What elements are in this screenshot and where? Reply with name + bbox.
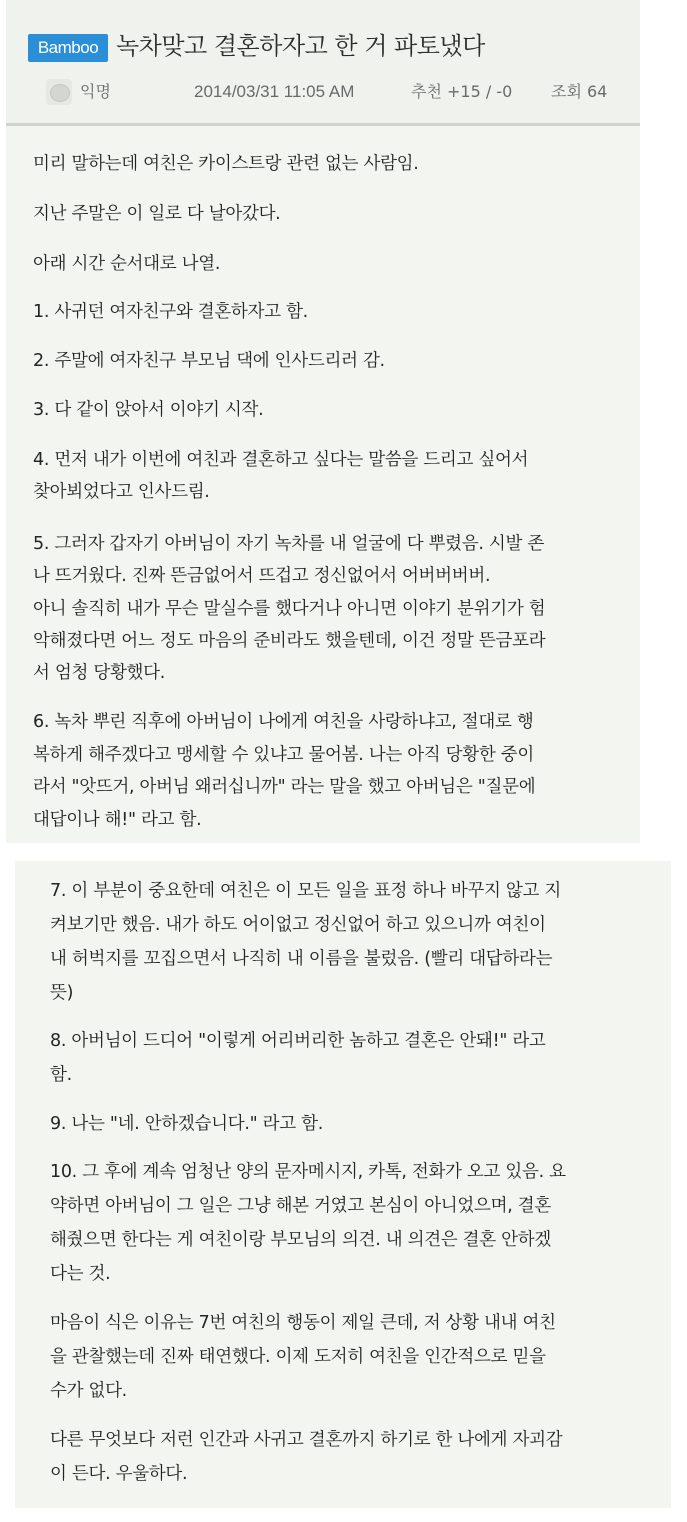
body-line: 다른 무엇보다 저런 인간과 사귀고 결혼까지 하기로 한 나에게 자괴감: [50, 1430, 563, 1450]
list-item: 해줬으면 한다는 게 여친이랑 부모님의 의견. 내 의견은 결혼 안하겠: [50, 1230, 551, 1250]
list-item: 대답이나 해!" 라고 함.: [33, 810, 202, 830]
list-item: 3. 다 같이 앉아서 이야기 시작.: [33, 400, 264, 420]
list-item: 1. 사귀던 여자친구와 결혼하자고 함.: [33, 302, 308, 322]
body-line: 이 든다. 우울하다.: [50, 1464, 188, 1484]
list-item: 내 허벅지를 꼬집으면서 나직히 내 이름을 불렀음. (빨리 대답하라는: [50, 949, 553, 969]
post-date: 2014/03/31 11:05 AM: [194, 82, 355, 101]
list-item: 다는 것.: [50, 1264, 111, 1284]
list-item: 라서 "앗뜨거, 아버님 왜러십니까" 라는 말을 했고 아버님은 "질문에: [33, 777, 536, 797]
body-line: 아래 시간 순서대로 나열.: [33, 254, 221, 274]
category-badge[interactable]: Bamboo: [28, 34, 108, 62]
body-line: 수가 없다.: [50, 1381, 127, 1401]
body-line: 을 관찰했는데 진짜 태연했다. 이제 도저히 여친을 인간적으로 믿을: [50, 1347, 546, 1367]
header-divider: [6, 123, 640, 126]
list-item: 7. 이 부분이 중요한데 여친은 이 모든 일을 표정 하나 바꾸지 않고 지: [50, 881, 561, 901]
vote-count: 추천 +15 / -0: [411, 82, 513, 101]
list-item: 악해졌다면 어느 정도 마음의 준비라도 했을텐데, 이건 정말 뜬금포라: [33, 631, 546, 651]
list-item: 복하게 해주겠다고 맹세할 수 있냐고 물어봄. 나는 아직 당황한 중이: [33, 745, 534, 765]
list-item: 함.: [50, 1065, 72, 1085]
list-item: 나 뜨거웠다. 진짜 뜬금없어서 뜨겁고 정신없어서 어버버버버.: [33, 566, 491, 586]
anonymous-avatar-icon: [50, 84, 70, 102]
list-item: 4. 먼저 내가 이번에 여친과 결혼하고 싶다는 말씀을 드리고 싶어서: [33, 450, 529, 470]
list-item: 아니 솔직히 내가 무슨 말실수를 했다거나 아니면 이야기 분위기가 험: [33, 599, 546, 619]
avatar: [46, 79, 72, 105]
list-item: 5. 그러자 갑자기 아버님이 자기 녹차를 내 얼굴에 다 뿌렸음. 시발 존: [33, 534, 544, 554]
list-item: 켜보기만 했음. 내가 하도 어이없고 정신없어 하고 있으니까 여친이: [50, 915, 546, 935]
view-count: 조회 64: [551, 82, 608, 101]
body-line: 마음이 식은 이유는 7번 여친의 행동이 제일 큰데, 저 상황 내내 여친: [50, 1313, 556, 1333]
list-item: 약하면 아버님이 그 일은 그냥 해본 거였고 본심이 아니었으며, 결혼: [50, 1196, 551, 1216]
list-item: 찾아뵈었다고 인사드림.: [33, 482, 210, 502]
body-line: 지난 주말은 이 일로 다 날아갔다.: [33, 204, 281, 224]
list-item: 9. 나는 "네. 안하겠습니다." 라고 함.: [50, 1114, 323, 1134]
list-item: 뜻): [50, 983, 74, 1003]
body-line: 미리 말하는데 여친은 카이스트랑 관련 없는 사람임.: [33, 154, 419, 174]
post-meta: [0, 76, 640, 108]
list-item: 10. 그 후에 계속 엄청난 양의 문자메시지, 카톡, 전화가 오고 있음. 요: [50, 1162, 566, 1182]
author-name: 익명: [80, 82, 111, 101]
list-item: 6. 녹차 뿌린 직후에 아버님이 나에게 여친을 사랑하냐고, 절대로 행: [33, 712, 534, 732]
list-item: 2. 주말에 여자친구 부모님 댁에 인사드리러 감.: [33, 351, 385, 371]
post-title: 녹차맞고 결혼하자고 한 거 파토냈다: [116, 32, 485, 60]
list-item: 서 엄청 당황했다.: [33, 663, 166, 683]
list-item: 8. 아버님이 드디어 "이렇게 어리버리한 놈하고 결혼은 안돼!" 라고: [50, 1031, 546, 1051]
